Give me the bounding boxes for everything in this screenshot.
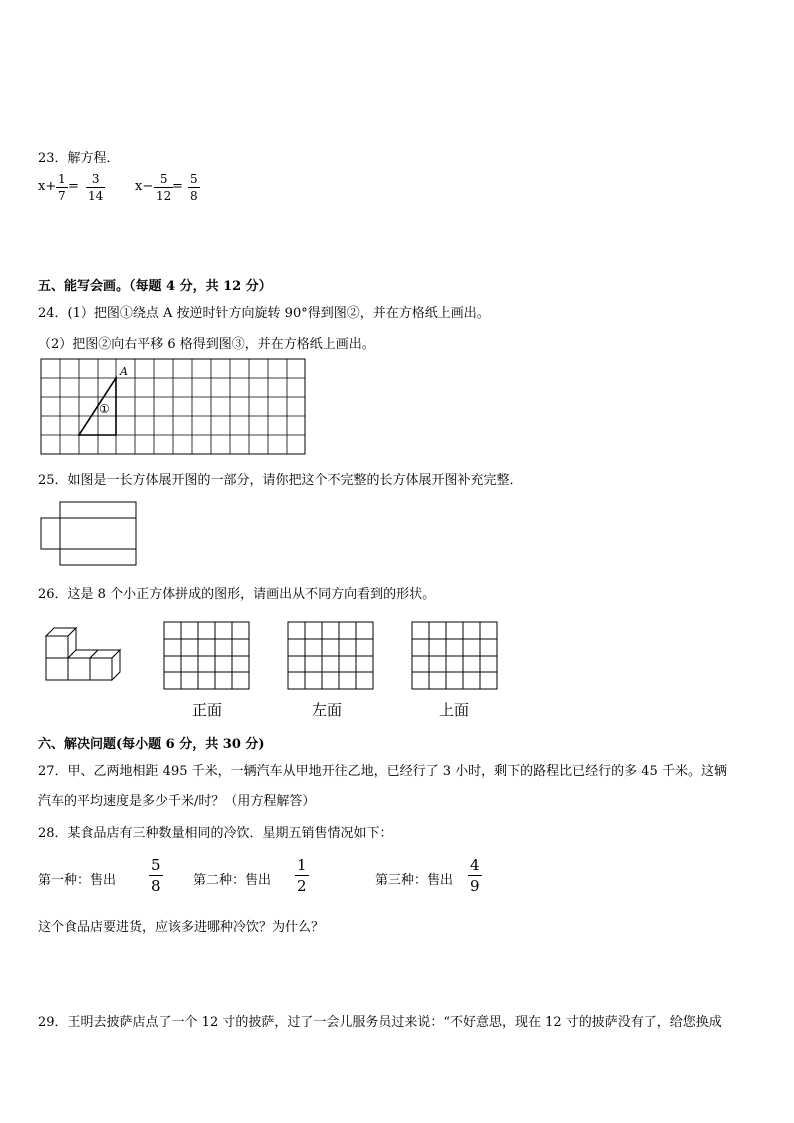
left-view-grid (288, 622, 373, 689)
eq1-frac-2-num: 3 (91, 172, 100, 186)
eq1-frac-1-den: 7 (58, 189, 66, 203)
q28-item-2-label: 第二种：售出 (193, 873, 272, 888)
q28-item-3-frac (468, 856, 482, 895)
eq1-frac-1-num: 1 (58, 172, 66, 186)
q28-item-3-label: 第三种：售出 (375, 873, 454, 888)
q27-line-2: 汽车的平均速度是多少千米/时？（用方程解答） (38, 794, 316, 809)
q26-text: 26．这是 8 个小正方体拼成的图形，请画出从不同方向看到的形状。 (38, 587, 436, 602)
q28-item-2-num: 1 (297, 856, 307, 874)
eq2-frac-2-den: 8 (190, 189, 198, 203)
q28-item-3-num: 4 (470, 856, 480, 874)
front-view-grid (164, 622, 249, 689)
eq2-frac-2-num: 5 (190, 172, 198, 186)
top-view-label: 上面 (439, 701, 470, 719)
eq2-frac-1-num: 5 (159, 172, 168, 186)
left-view-label: 左面 (312, 701, 343, 719)
section-6-heading: 六、解决问题(每小题 6 分，共 30 分) (38, 737, 265, 752)
q24-part-2: （2）把图②向右平移 6 格得到图③，并在方格纸上画出。 (38, 337, 375, 352)
q28-text: 28．某食品店有三种数量相同的冷饮．星期五销售情况如下： (38, 826, 393, 841)
q28-question: 这个食品店要进货，应该多进哪种冷饮？为什么？ (38, 920, 325, 935)
top-view-grid (412, 622, 497, 689)
q28-item-3-den: 9 (470, 877, 480, 895)
point-a-label: A (120, 365, 128, 378)
q23-title: 23．解方程． (38, 151, 120, 166)
q25-text: 25．如图是一长方体展开图的一部分，请你把这个不完整的长方体展开图补充完整． (38, 473, 523, 488)
eq2-lhs: x− (135, 179, 154, 194)
eq1-equals: = (68, 179, 79, 194)
q28-item-1-label: 第一种：售出 (38, 873, 117, 888)
q24-part-1: 24．(1）把图①绕点 A 按逆时针方向旋转 90°得到图②，并在方格纸上画出。 (38, 306, 490, 321)
shape-1-label: ① (99, 402, 110, 416)
section-5-heading: 五、能写会画。（每题 4 分，共 12 分） (38, 279, 272, 294)
q29-text: 29．王明去披萨店点了一个 12 寸的披萨，过了一会儿服务员过来说：“不好意思，现在 12 寸的披萨没有了，给您换成 (38, 1015, 722, 1030)
q28-item-1-den: 8 (151, 877, 161, 895)
q27-line-1: 27．甲、乙两地相距 495 千米，一辆汽车从甲地开往乙地，已经行了 3 小时，剩下的路程比已经行的多 45 千米。这辆 (38, 764, 727, 779)
eq2-frac-1-den: 12 (156, 189, 172, 203)
eq2-equals: = (172, 179, 183, 194)
front-view-label: 正面 (192, 701, 223, 719)
q28-item-2-frac (295, 856, 309, 895)
q28-item-1-frac (149, 856, 163, 895)
q28-item-2-den: 2 (297, 877, 307, 895)
eq1-frac-2-den: 14 (88, 189, 104, 203)
eq1-lhs: x+ (38, 179, 57, 194)
q28-item-1-num: 5 (151, 856, 161, 874)
